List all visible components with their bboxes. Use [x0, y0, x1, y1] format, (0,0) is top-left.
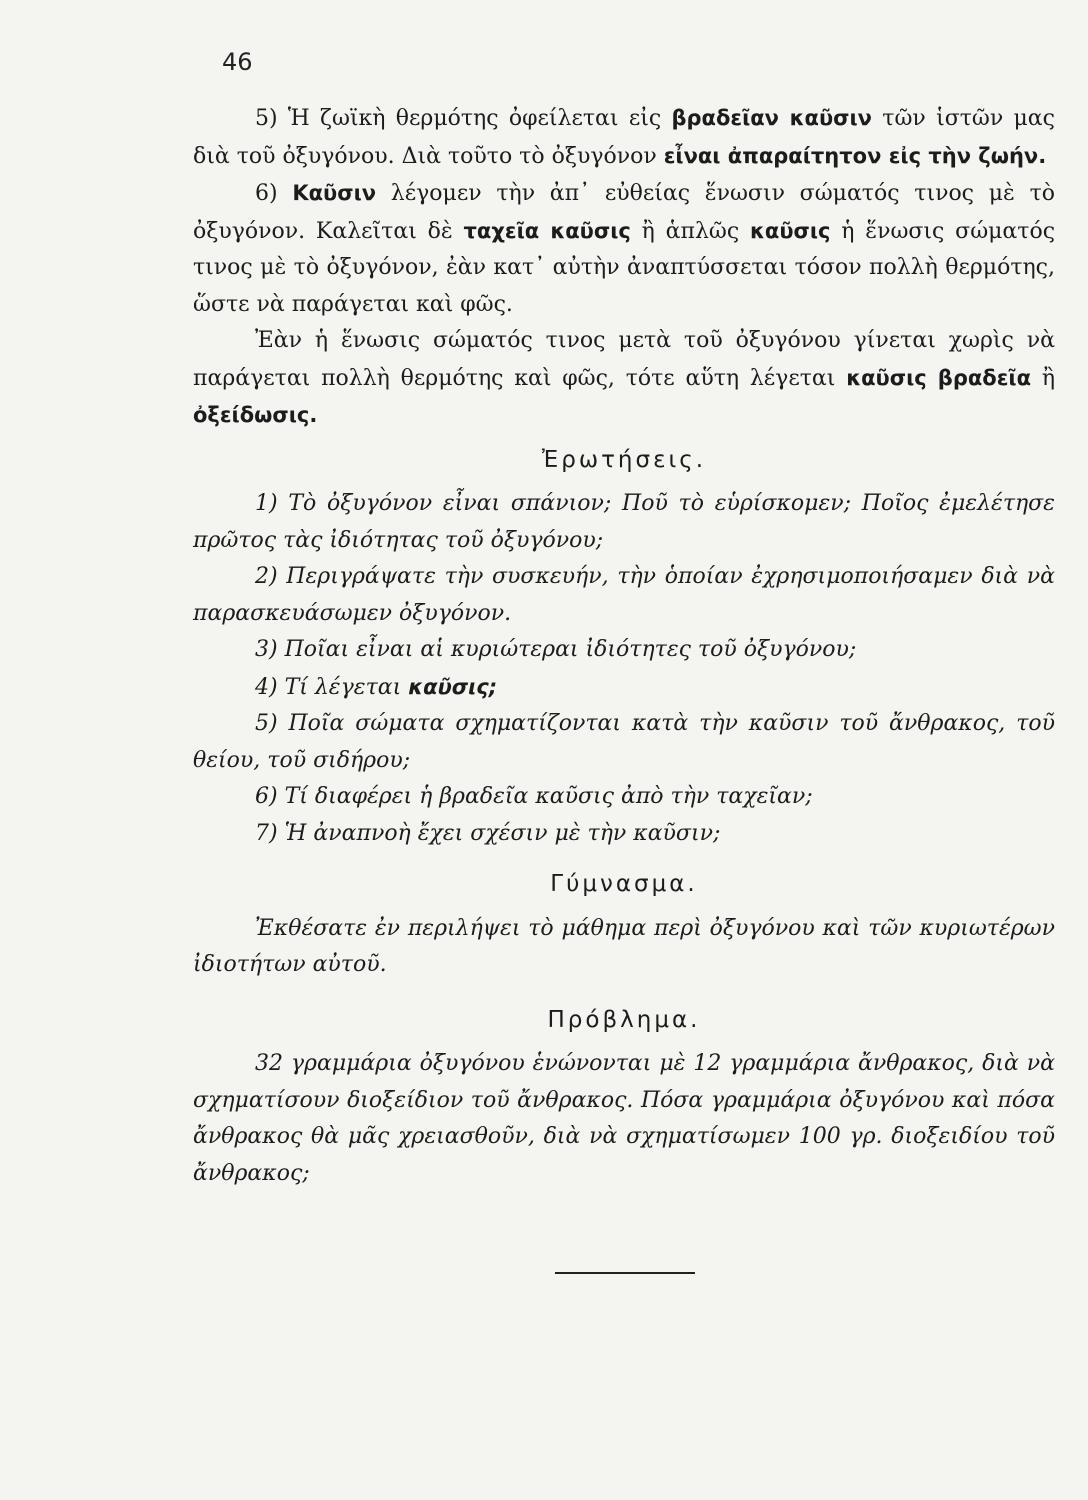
- question-7: 7) Ἡ ἀναπνοὴ ἔχει σχέσιν μὲ τὴν καῦσιν;: [255, 820, 721, 846]
- question-4: [193, 669, 1055, 707]
- paragraph-6-text-2: λέγομεν τὴν ἀπ᾽ εὐθείας ἕνωσιν σώματός τινος μὲ τὸ ὀξυγόνον. Καλεῖται δὲ: [193, 181, 1055, 244]
- paragraph-7-bold-1: καῦσις βραδεῖα: [846, 365, 1032, 390]
- paragraph-6-bold-1: Καῦσιν: [292, 181, 377, 205]
- question-6: 6) Τί διαφέρει ἡ βραδεῖα καῦσις ἀπὸ τὴν ταχεῖαν;: [255, 784, 813, 809]
- exercise-heading: Γύμνασμα.: [550, 871, 698, 897]
- paragraph-6-text-3: ἢ ἁπλῶς: [630, 218, 750, 244]
- paragraph-7-text-2: ἢ: [1031, 365, 1056, 391]
- question-5: 5) Ποῖα σώματα σχηματίζονται κατὰ τὴν καῦσιν τοῦ ἄνθρακος, τοῦ θείου, τοῦ σιδήρου;: [193, 711, 1055, 773]
- paragraph-7-bold-2: ὀξείδωσις.: [193, 403, 318, 427]
- paragraph-5-bold-1: βραδεῖαν καῦσιν: [671, 106, 872, 130]
- page-number: 46: [222, 48, 253, 76]
- paragraph-5-bold-2: εἶναι ἀπαραίτητον εἰς τὴν ζωήν.: [663, 143, 1047, 168]
- paragraph-6-text-1: 6): [255, 181, 293, 206]
- paragraph-6-bold-3: καῦσις: [749, 218, 831, 243]
- paragraph-7: [193, 323, 1055, 435]
- question-2: 2) Περιγράψατε τὴν συσκευήν, τὴν ὁποίαν ἐχρησιμοποιήσαμεν διὰ νὰ παρασκευάσωμεν ὀξυγόνον.: [193, 564, 1055, 626]
- page-body: [193, 100, 1055, 1192]
- paragraph-5: [193, 100, 1055, 175]
- paragraph-5-text-1: 5) Ἡ ζωϊκὴ θερμότης ὀφείλεται εἰς: [255, 106, 672, 131]
- question-4-bold: καῦσις;: [408, 674, 498, 699]
- end-rule-divider: [555, 1272, 695, 1274]
- paragraph-6: [193, 175, 1055, 323]
- paragraph-6-text-4: ἡ ἕνωσις σώματός τινος μὲ τὸ ὀξυγόνον, ἐὰν κατ᾽ αὐτὴν ἀναπτύσσεται τόσον πολλὴ θερμότης, ὥστε νὰ παράγεται καὶ φῶς.: [193, 218, 1056, 317]
- question-4-text: 4) Τί λέγεται: [255, 674, 409, 700]
- paragraph-7-text-1: Ἐὰν ἡ ἕνωσις σώματός τινος μετὰ τοῦ ὀξυγόνου γίνεται χωρὶς νὰ παράγεται πολλὴ θερμότης καὶ φῶς, τότε αὕτη λέγεται: [193, 328, 1055, 391]
- paragraph-6-bold-2: ταχεῖα καῦσις: [463, 218, 631, 243]
- paragraph-5-text-2: τῶν ἱστῶν μας διὰ τοῦ ὀξυγόνου. Διὰ τοῦτο τὸ ὀξυγόνον: [193, 106, 1055, 169]
- question-3: 3) Ποῖαι εἶναι αἱ κυριώτεραι ἰδιότητες τοῦ ὀξυγόνου;: [255, 637, 857, 662]
- problem-text: 32 γραμμάρια ὀξυγόνου ἑνώνονται μὲ 12 γραμμάρια ἄνθρακος, διὰ νὰ σχηματίσουν διοξείδιον τοῦ ἄνθρακος. Πόσα γραμμάρια ὀξυγόνου καὶ πόσα ἄνθρακος θὰ μᾶς χρειασθοῦν, διὰ νὰ σχηματίσωμεν 100 γρ. διοξειδίου τοῦ ἄνθρακος;: [193, 1051, 1055, 1186]
- exercise-text: Ἐκθέσατε ἐν περιλήψει τὸ μάθημα περὶ ὀξυγόνου καὶ τῶν κυριωτέρων ἰδιοτήτων αὐτοῦ.: [193, 915, 1055, 977]
- questions-heading: Ἐρωτήσεις.: [541, 446, 707, 473]
- question-1: 1) Τὸ ὀξυγόνον εἶναι σπάνιον; Ποῦ τὸ εὑρίσκομεν; Ποῖος ἐμελέτησε πρῶτος τὰς ἰδιότητας τοῦ ὀξυγόνου;: [193, 491, 1055, 553]
- problem-heading: Πρόβλημα.: [547, 1006, 701, 1033]
